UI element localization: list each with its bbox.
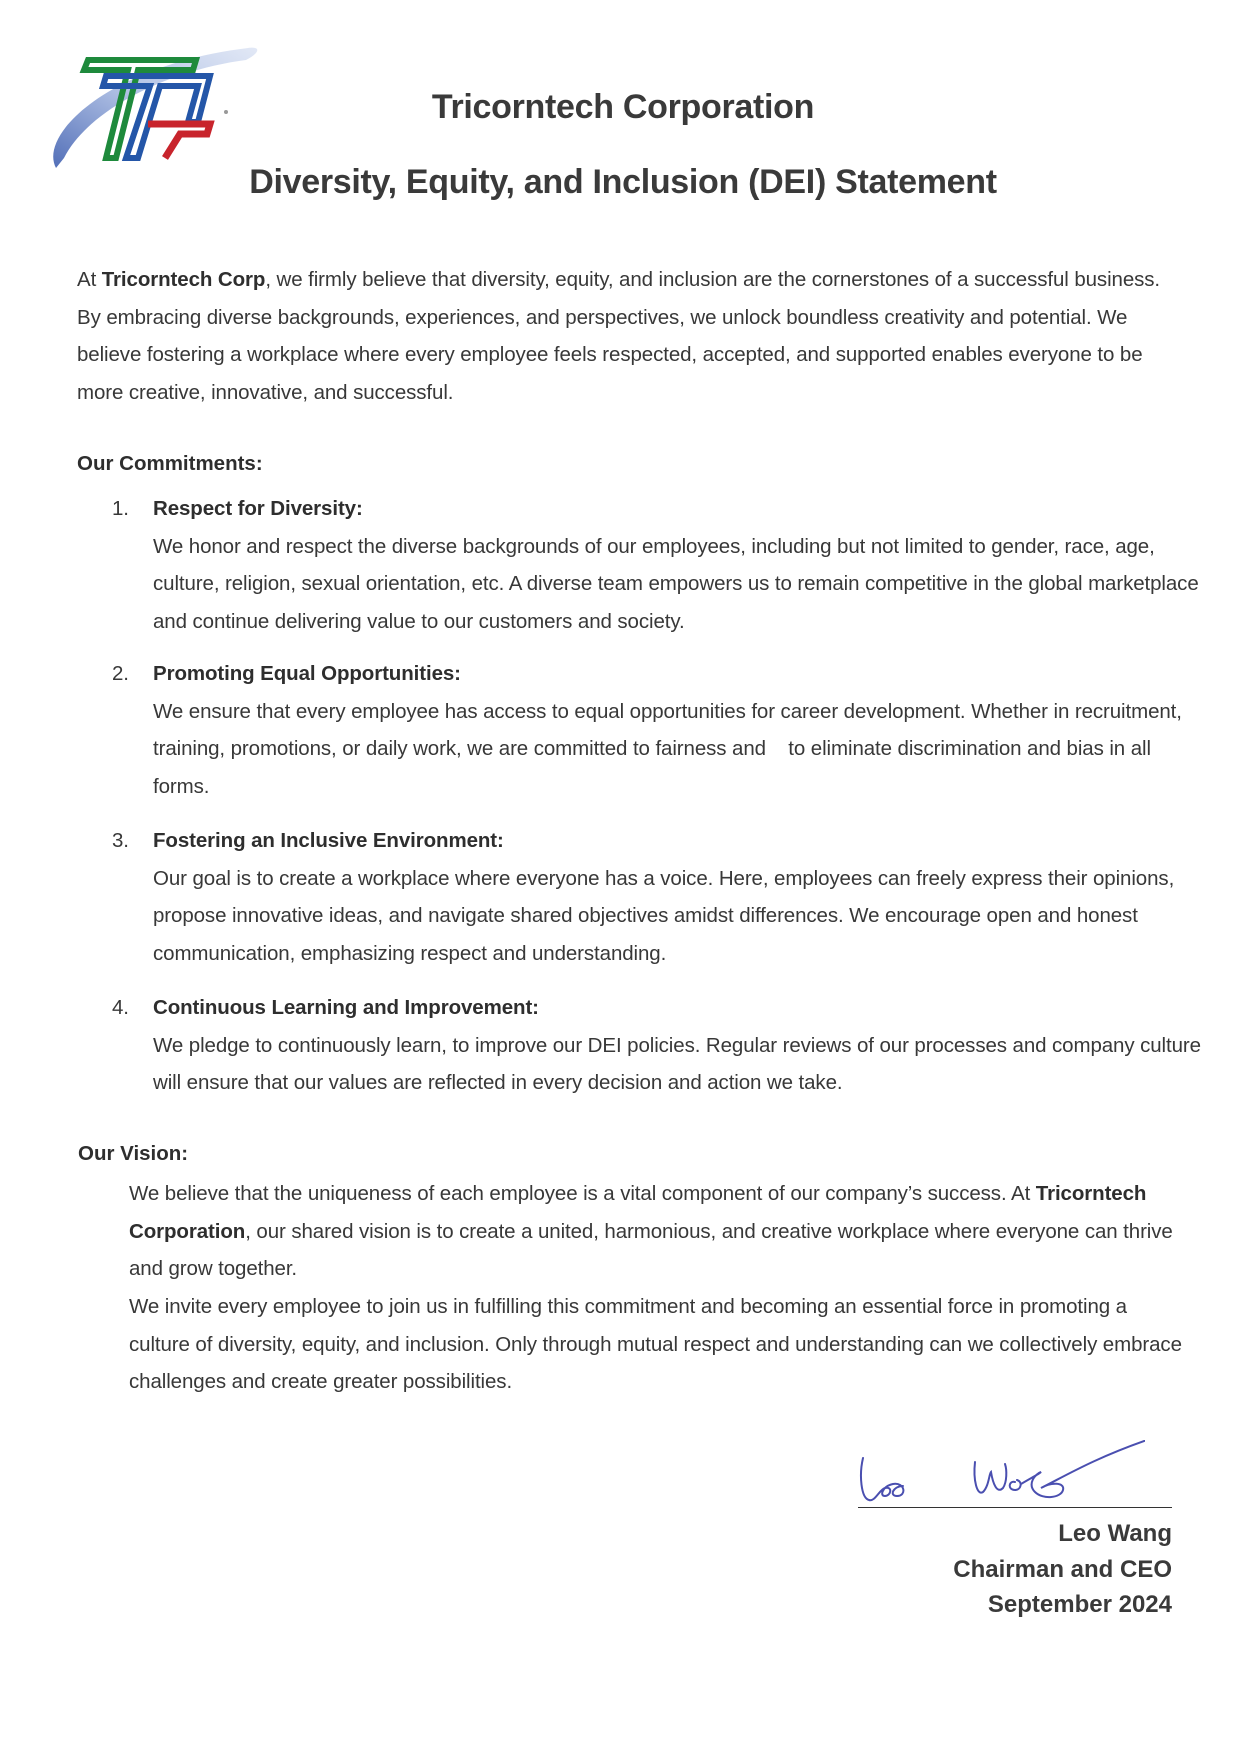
intro-text: , we firmly believe that diversity, equity, and inclusion are the cornerstones of a successful business. By embracing diverse backgrounds, experiences, and perspectives, we unlock boundless creativity and potential. We believe fostering a workplace where every employee feels respected, accepted, and supported enables everyone to be more creative, innovative, and successful. bbox=[77, 268, 1161, 404]
commitment-title: Respect for Diversity: bbox=[153, 497, 363, 520]
commitment-title: Promoting Equal Opportunities: bbox=[153, 662, 461, 685]
vision-paragraph-1 bbox=[129, 1175, 1189, 1288]
intro-lead: At bbox=[77, 268, 102, 291]
signature-date: September 2024 bbox=[987, 1591, 1172, 1618]
vision-heading: Our Vision: bbox=[78, 1142, 189, 1165]
intro-paragraph bbox=[77, 261, 1187, 411]
commitment-number: 2. bbox=[112, 662, 129, 685]
vision-p1-rest: , our shared vision is to create a united, harmonious, and creative workplace where everyone can thrive and grow together. bbox=[129, 1219, 1173, 1280]
commitment-number: 4. bbox=[112, 996, 129, 1019]
vision-company-bold: Tricorntech Corporation bbox=[129, 1182, 1147, 1243]
vision-paragraph-2: We invite every employee to join us in fulfilling this commitment and becoming an essential force in promoting a culture of diversity, equity, and inclusion. Only through mutual respect and understanding can we collectively embrace challenges and create greater possibilities. bbox=[129, 1295, 1182, 1393]
commitment-number: 1. bbox=[112, 497, 129, 520]
intro-company-bold: Tricorntech Corp bbox=[101, 268, 266, 291]
signature-line bbox=[858, 1507, 1172, 1508]
document-title: Diversity, Equity, and Inclusion (DEI) Statement bbox=[249, 163, 997, 201]
handwritten-signature bbox=[855, 1440, 1145, 1510]
commitment-body: We ensure that every employee has access to equal opportunities for career development. Whether in recruitment, training, promotions, or daily work, we are committed to fairness and to eliminate discrimination and bias in all forms. bbox=[153, 699, 1188, 798]
signatory-name: Leo Wang bbox=[1058, 1520, 1172, 1547]
commitment-body: We pledge to continuously learn, to improve our DEI policies. Regular reviews of our processes and company culture will ensure that our values are reflected in every decision and action we take. bbox=[153, 1033, 1201, 1094]
signature-icon bbox=[855, 1440, 1145, 1510]
commitment-number: 3. bbox=[112, 829, 129, 852]
vision-p1-lead: We believe that the uniqueness of each employee is a vital component of our company’s success. At bbox=[129, 1182, 1036, 1205]
commitment-title: Fostering an Inclusive Environment: bbox=[153, 829, 504, 852]
company-name-heading: Tricorntech Corporation bbox=[431, 88, 815, 126]
commitment-title: Continuous Learning and Improvement: bbox=[153, 996, 539, 1019]
commitments-heading: Our Commitments: bbox=[77, 452, 263, 475]
commitment-body: We honor and respect the diverse backgrounds of our employees, including but not limited to gender, race, age, culture, religion, sexual orientation, etc. A diverse team empowers us to remain competitive in the global marketplace and continue delivering value to our customers and society. bbox=[153, 534, 1199, 633]
commitment-body: Our goal is to create a workplace where everyone has a voice. Here, employees can freely express their opinions, propose innovative ideas, and navigate shared objectives amidst differences. We encourage open and honest communication, emphasizing respect and understanding. bbox=[153, 866, 1175, 965]
signatory-title: Chairman and CEO bbox=[953, 1556, 1172, 1583]
